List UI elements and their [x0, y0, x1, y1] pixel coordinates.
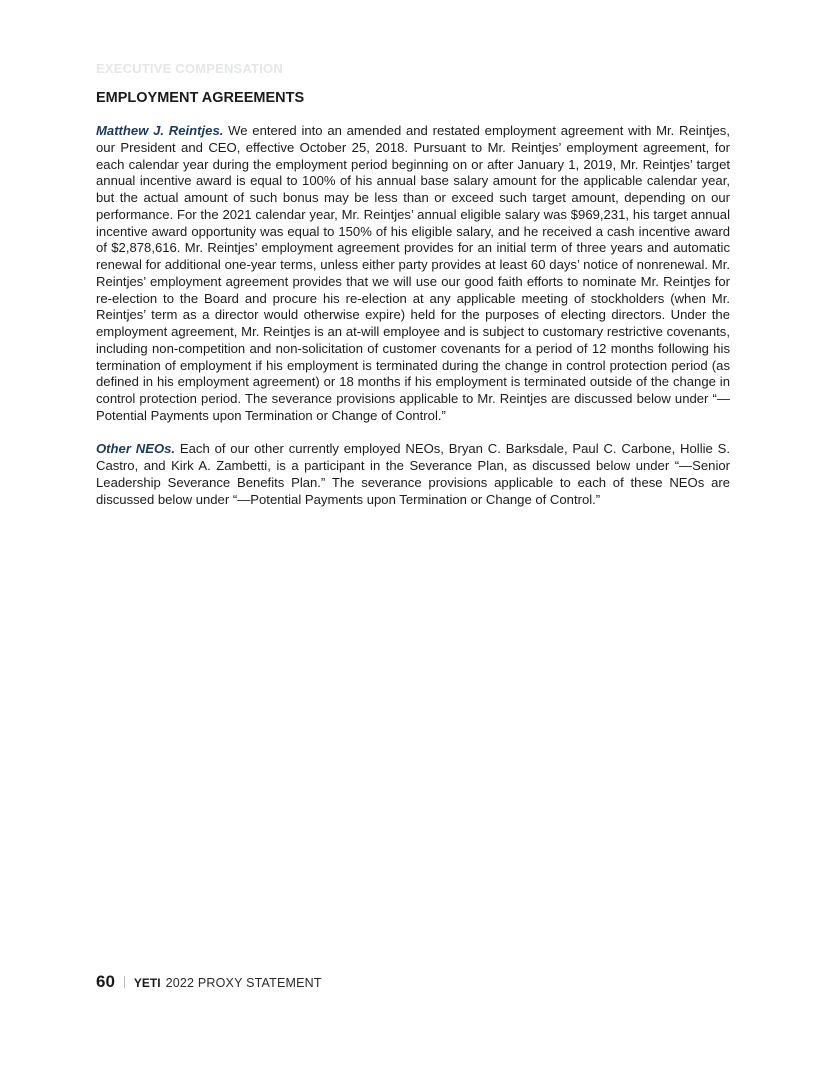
- body-content: [96, 123, 730, 525]
- paragraph-text: Each of our other currently employed NEOs, Bryan C. Barksdale, Paul C. Carbone, Hollie S. Castro, and Kirk A. Zambetti, is a participant in the Severance Plan, as discussed below under “—Senior Leadership Severance Benefits Plan.” The severance provisions applicable to each of these NEOs are discussed below under “—Potential Payments upon Termination or Change of Control.”: [96, 441, 731, 507]
- document-title: 2022 PROXY STATEMENT: [165, 976, 322, 990]
- paragraph-other-neos: [96, 441, 730, 508]
- paragraph-text: We entered into an amended and restated employment agreement with Mr. Reintjes, our President and CEO, effective October 25, 2018. Pursuant to Mr. Reintjes’ employment agreement, for each calendar year during the employment period beginning on or after January 1, 2019, Mr. Reintjes’ target annual incentive award is equal to 100% of his annual base salary amount for the applicable calendar year, but the actual amount of such bonus may be less than or exceed such target amount, depending on our performance. For the 2021 calendar year, Mr. Reintjes’ annual eligible salary was $969,231, his target annual incentive award opportunity was equal to 150% of his eligible salary, and he received a cash incentive award of $2,878,616. Mr. Reintjes’ employment agreement provides for an initial term of three years and automatic renewal for additional one-year terms, unless either party provides at least 60 days’ notice of nonrenewal. Mr. Reintjes’ employment agreement provides that we will use our good faith efforts to nominate Mr. Reintjes for re-election to the Board and procure his re-election at any applicable meeting of stockholders (when Mr. Reintjes’ term as a director would otherwise expire) held for the purposes of electing directors. Under the employment agreement, Mr. Reintjes is an at-will employee and is subject to customary restrictive covenants, including non-competition and non-solicitation of customer covenants for a period of 12 months following his termination of employment if his employment is terminated during the change in control protection period (as defined in his employment agreement) or 18 months if his employment is terminated outside of the change in control protection period. The severance provisions applicable to Mr. Reintjes are discussed below under “—Potential Payments upon Termination or Change of Control.”: [96, 123, 730, 423]
- section-label: EXECUTIVE COMPENSATION: [96, 61, 283, 76]
- paragraph-lead: Other NEOs.: [96, 441, 176, 457]
- page-footer: [96, 972, 322, 992]
- paragraph-lead: Matthew J. Reintjes.: [96, 123, 224, 138]
- footer-divider: [124, 976, 125, 988]
- brand-name: YETI: [133, 976, 161, 990]
- page-heading: EMPLOYMENT AGREEMENTS: [96, 90, 305, 106]
- page-number: 60: [96, 972, 115, 991]
- paragraph-reintjes: [96, 123, 730, 425]
